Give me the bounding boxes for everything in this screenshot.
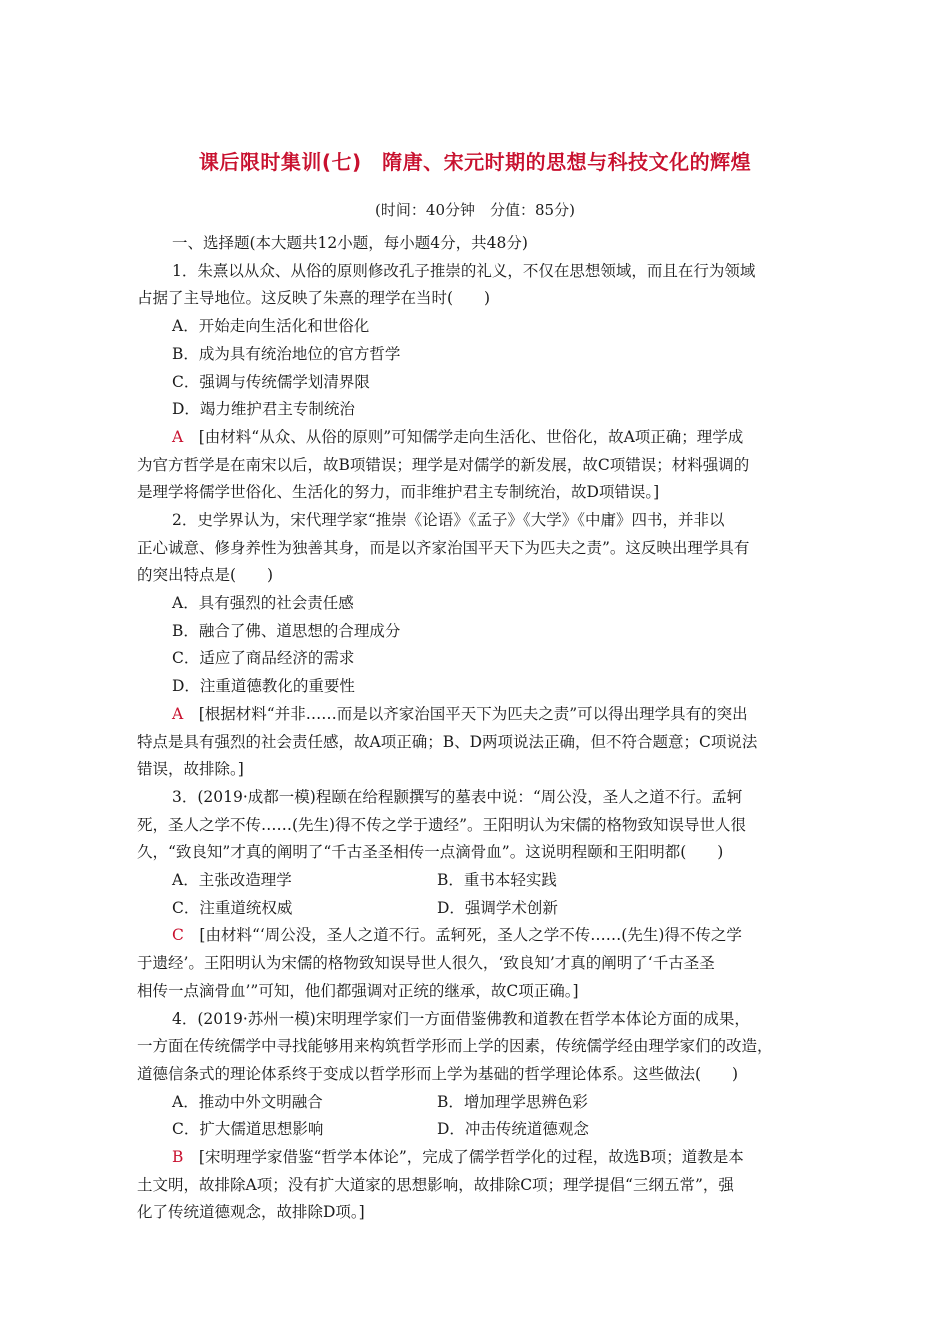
q4-stem-line: 4．(2019·苏州一模)宋明理学家们一方面借鉴佛教和道教在哲学本体论方面的成果， — [172, 1010, 750, 1028]
q4-stem-line: 一方面在传统儒学中寻找能够用来构筑哲学形而上学的因素，传统儒学经由理学家们的改造， — [137, 1037, 773, 1055]
q4-option-a: A．推动中外文明融合 — [172, 1093, 323, 1111]
q2-stem-line: 2．史学界认为，宋代理学家“推崇《论语》《孟子》《大学》《中庸》四书，并非以 — [172, 511, 725, 529]
q2-stem-line: 正心诚意、修身养性为独善其身，而是以齐家治国平天下为匹夫之责”。这反映出理学具有 — [137, 539, 750, 557]
q1-stem-line: 1．朱熹以从众、从俗的原则修改孔子推崇的礼义，不仅在思想领域，而且在行为领域 — [172, 262, 756, 280]
q1-analysis-line: 是理学将儒学世俗化、生活化的努力，而非维护君主专制统治，故D项错误。] — [137, 483, 660, 501]
q1-option-b: B．成为具有统治地位的官方哲学 — [172, 345, 401, 363]
q1-option-d: D．竭力维护君主专制统治 — [172, 400, 355, 418]
q2-option-a: A．具有强烈的社会责任感 — [172, 594, 354, 612]
q1-stem-line: 占据了主导地位。这反映了朱熹的理学在当时( ) — [137, 289, 491, 307]
q1-answer: A — [172, 428, 184, 446]
q1-option-c: C．强调与传统儒学划清界限 — [172, 373, 370, 391]
section-heading: 一、选择题(本大题共12小题，每小题4分，共48分) — [172, 234, 528, 252]
q4-option-b: B．增加理学思辨色彩 — [437, 1093, 588, 1111]
q4-stem-line: 道德信条式的理论体系终于变成以哲学形而上学为基础的哲学理论体系。这些做法( ) — [137, 1065, 739, 1083]
q4-answer: B — [172, 1148, 184, 1166]
q1-analysis-line: A [由材料“从众、从俗的原则”可知儒学走向生活化、世俗化，故A项正确；理学成 — [172, 428, 744, 446]
q2-stem-line: 的突出特点是( ) — [137, 566, 274, 584]
q2-analysis-line: 错误，故排除。] — [137, 760, 244, 778]
q4-analysis-line: 化了传统道德观念，故排除D项。] — [137, 1203, 365, 1221]
q1-option-a: A．开始走向生活化和世俗化 — [172, 317, 370, 335]
q2-option-c: C．适应了商品经济的需求 — [172, 649, 355, 667]
q3-stem-line: 死，圣人之学不传……(先生)得不传之学于遗经”。王阳明认为宋儒的格物致知误导世人很 — [137, 816, 747, 834]
q3-option-d: D．强调学术创新 — [437, 899, 558, 917]
q4-option-d: D．冲击传统道德观念 — [437, 1120, 589, 1138]
q4-analysis-line: 土文明，故排除A项；没有扩大道家的思想影响，故排除C项；理学提倡“三纲五常”，强 — [137, 1176, 734, 1194]
q2-analysis-line: 特点是具有强烈的社会责任感，故A项正确；B、D两项说法正确，但不符合题意；C项说法 — [137, 733, 758, 751]
q3-stem-line: 久，“致良知”才真的阐明了“千古圣圣相传一点滴骨血”。这说明程颐和王阳明都( ) — [137, 843, 724, 861]
q2-option-d: D．注重道德教化的重要性 — [172, 677, 355, 695]
q3-answer: C — [172, 926, 184, 944]
q2-answer: A — [172, 705, 184, 723]
q4-option-c: C．扩大儒道思想影响 — [172, 1120, 324, 1138]
q3-option-a: A．主张改造理学 — [172, 871, 292, 889]
q3-option-b: B．重书本轻实践 — [437, 871, 557, 889]
q2-analysis-line: A [根据材料“并非……而是以齐家治国平天下为匹夫之责”可以得出理学具有的突出 — [172, 705, 748, 723]
q3-stem-line: 3．(2019·成都一模)程颐在给程颢撰写的墓表中说：“周公没，圣人之道不行。孟轲 — [172, 788, 743, 806]
q3-analysis-line: C [由材料“‘周公没，圣人之道不行。孟轲死，圣人之学不传……(先生)得不传之学 — [172, 926, 742, 944]
q3-analysis-line: 于遗经’。王阳明认为宋儒的格物致知误导世人很久，‘致良知’才真的阐明了‘千古圣圣 — [137, 954, 715, 972]
q4-analysis-line: B [宋明理学家借鉴“哲学本体论”，完成了儒学哲学化的过程，故选B项；道教是本 — [172, 1148, 744, 1166]
q2-option-b: B．融合了佛、道思想的合理成分 — [172, 622, 401, 640]
time-score-info: (时间：40分钟 分值：85分) — [375, 201, 575, 219]
page-title: 课后限时集训(七) 隋唐、宋元时期的思想与科技文化的辉煌 — [198, 150, 752, 174]
q3-analysis-line: 相传一点滴骨血’”可知，他们都强调对正统的继承，故C项正确。] — [137, 982, 579, 1000]
q3-option-c: C．注重道统权威 — [172, 899, 293, 917]
q1-analysis-line: 为官方哲学是在南宋以后，故B项错误；理学是对儒学的新发展，故C项错误；材料强调的 — [137, 456, 750, 474]
